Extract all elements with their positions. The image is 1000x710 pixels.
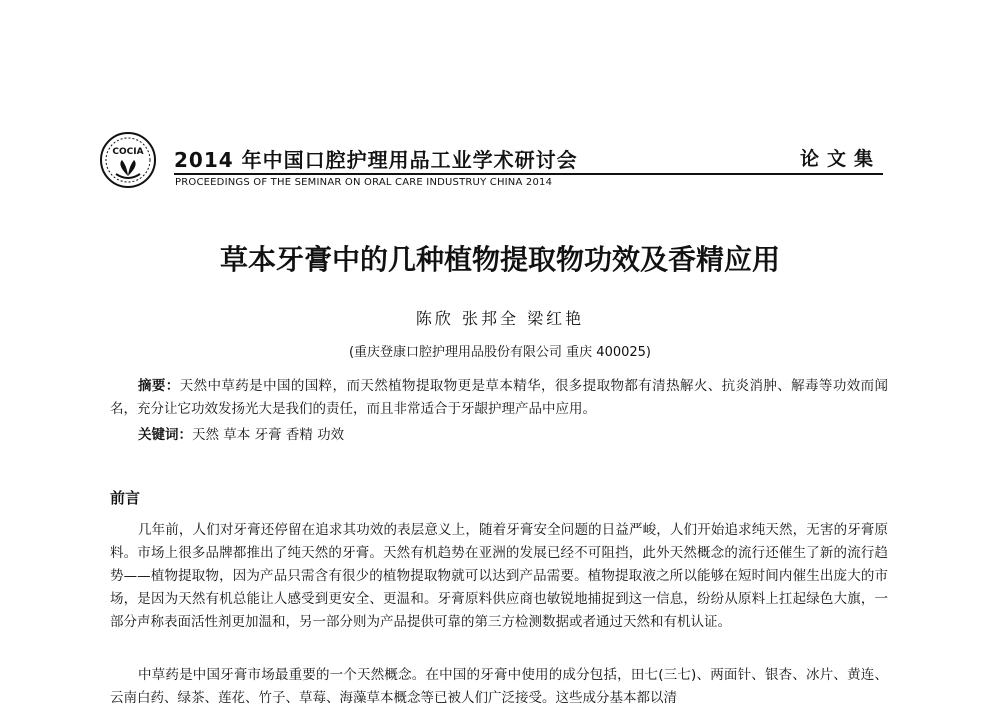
paper-authors: 陈欣 张邦全 梁红艳 (415, 309, 585, 328)
paper-affiliation: (重庆登康口腔护理用品股份有限公司 重庆 400025) (348, 345, 652, 360)
abstract-text: 天然中草药是中国的国粹，而天然植物提取物更是草本精华，很多提取物都有清热解火、抗炎消肿、解毒等功效而闻名，充分让它功效发扬光大是我们的责任，而且非常适合于牙龈护理产品中应用。 (110, 378, 889, 417)
conference-title: 2014 年中国口腔护理用品工业学术研讨会 (174, 148, 578, 172)
conference-subtitle: PROCEEDINGS OF THE SEMINAR ON ORAL CARE INDUSTRUY CHINA 2014 (175, 177, 553, 188)
section-heading: 前言 (110, 489, 141, 507)
body-paragraph: 几年前，人们对牙膏还停留在追求其功效的表层意义上，随着牙膏安全问题的日益严峻，人们开始追求纯天然，无害的牙膏原料。市场上很多品牌都推出了纯天然的牙膏。天然有机趋势在亚洲的发展已经不可阻挡，此外天然概念的流行还催生了新的流行趋势——植物提取物，因为产品只需含有很少的植物提取物就可以达到产品需要。植物提取液之所以能够在短时间内催生出庞大的市场，是因为天然有机总能让人感受到更安全、更温和。牙膏原料供应商也敏锐地捕捉到这一信息，纷纷从原料上扛起绿色大旗，一部分声称表面活性剂更加温和，另一部分则为产品提供可靠的第三方检测数据或者通过天然和有机认证。 (110, 522, 888, 630)
keywords (110, 424, 888, 447)
keywords-text: 天然 草本 牙膏 香精 功效 (192, 427, 345, 443)
header-divider (174, 173, 883, 175)
svg-text:COCIA: COCIA (112, 147, 144, 157)
keywords-label: 关键词： (138, 427, 192, 443)
paper-title: 草本牙膏中的几种植物提取物功效及香精应用 (219, 243, 780, 276)
proceedings-header (98, 118, 883, 193)
abstract-label: 摘要： (138, 378, 180, 394)
abstract (110, 375, 888, 421)
collection-label: 论文集 (799, 148, 881, 170)
body-paragraph: 中草药是中国牙膏市场最重要的一个天然概念。在中国的牙膏中使用的成分包括，田七(三七)、两面针、银杏、冰片、黄连、云南白药、绿茶、莲花、竹子、草莓、海藻草本概念等已被人们广泛接受。这些成分基本都以清 (110, 667, 888, 706)
cocia-logo (98, 130, 158, 190)
